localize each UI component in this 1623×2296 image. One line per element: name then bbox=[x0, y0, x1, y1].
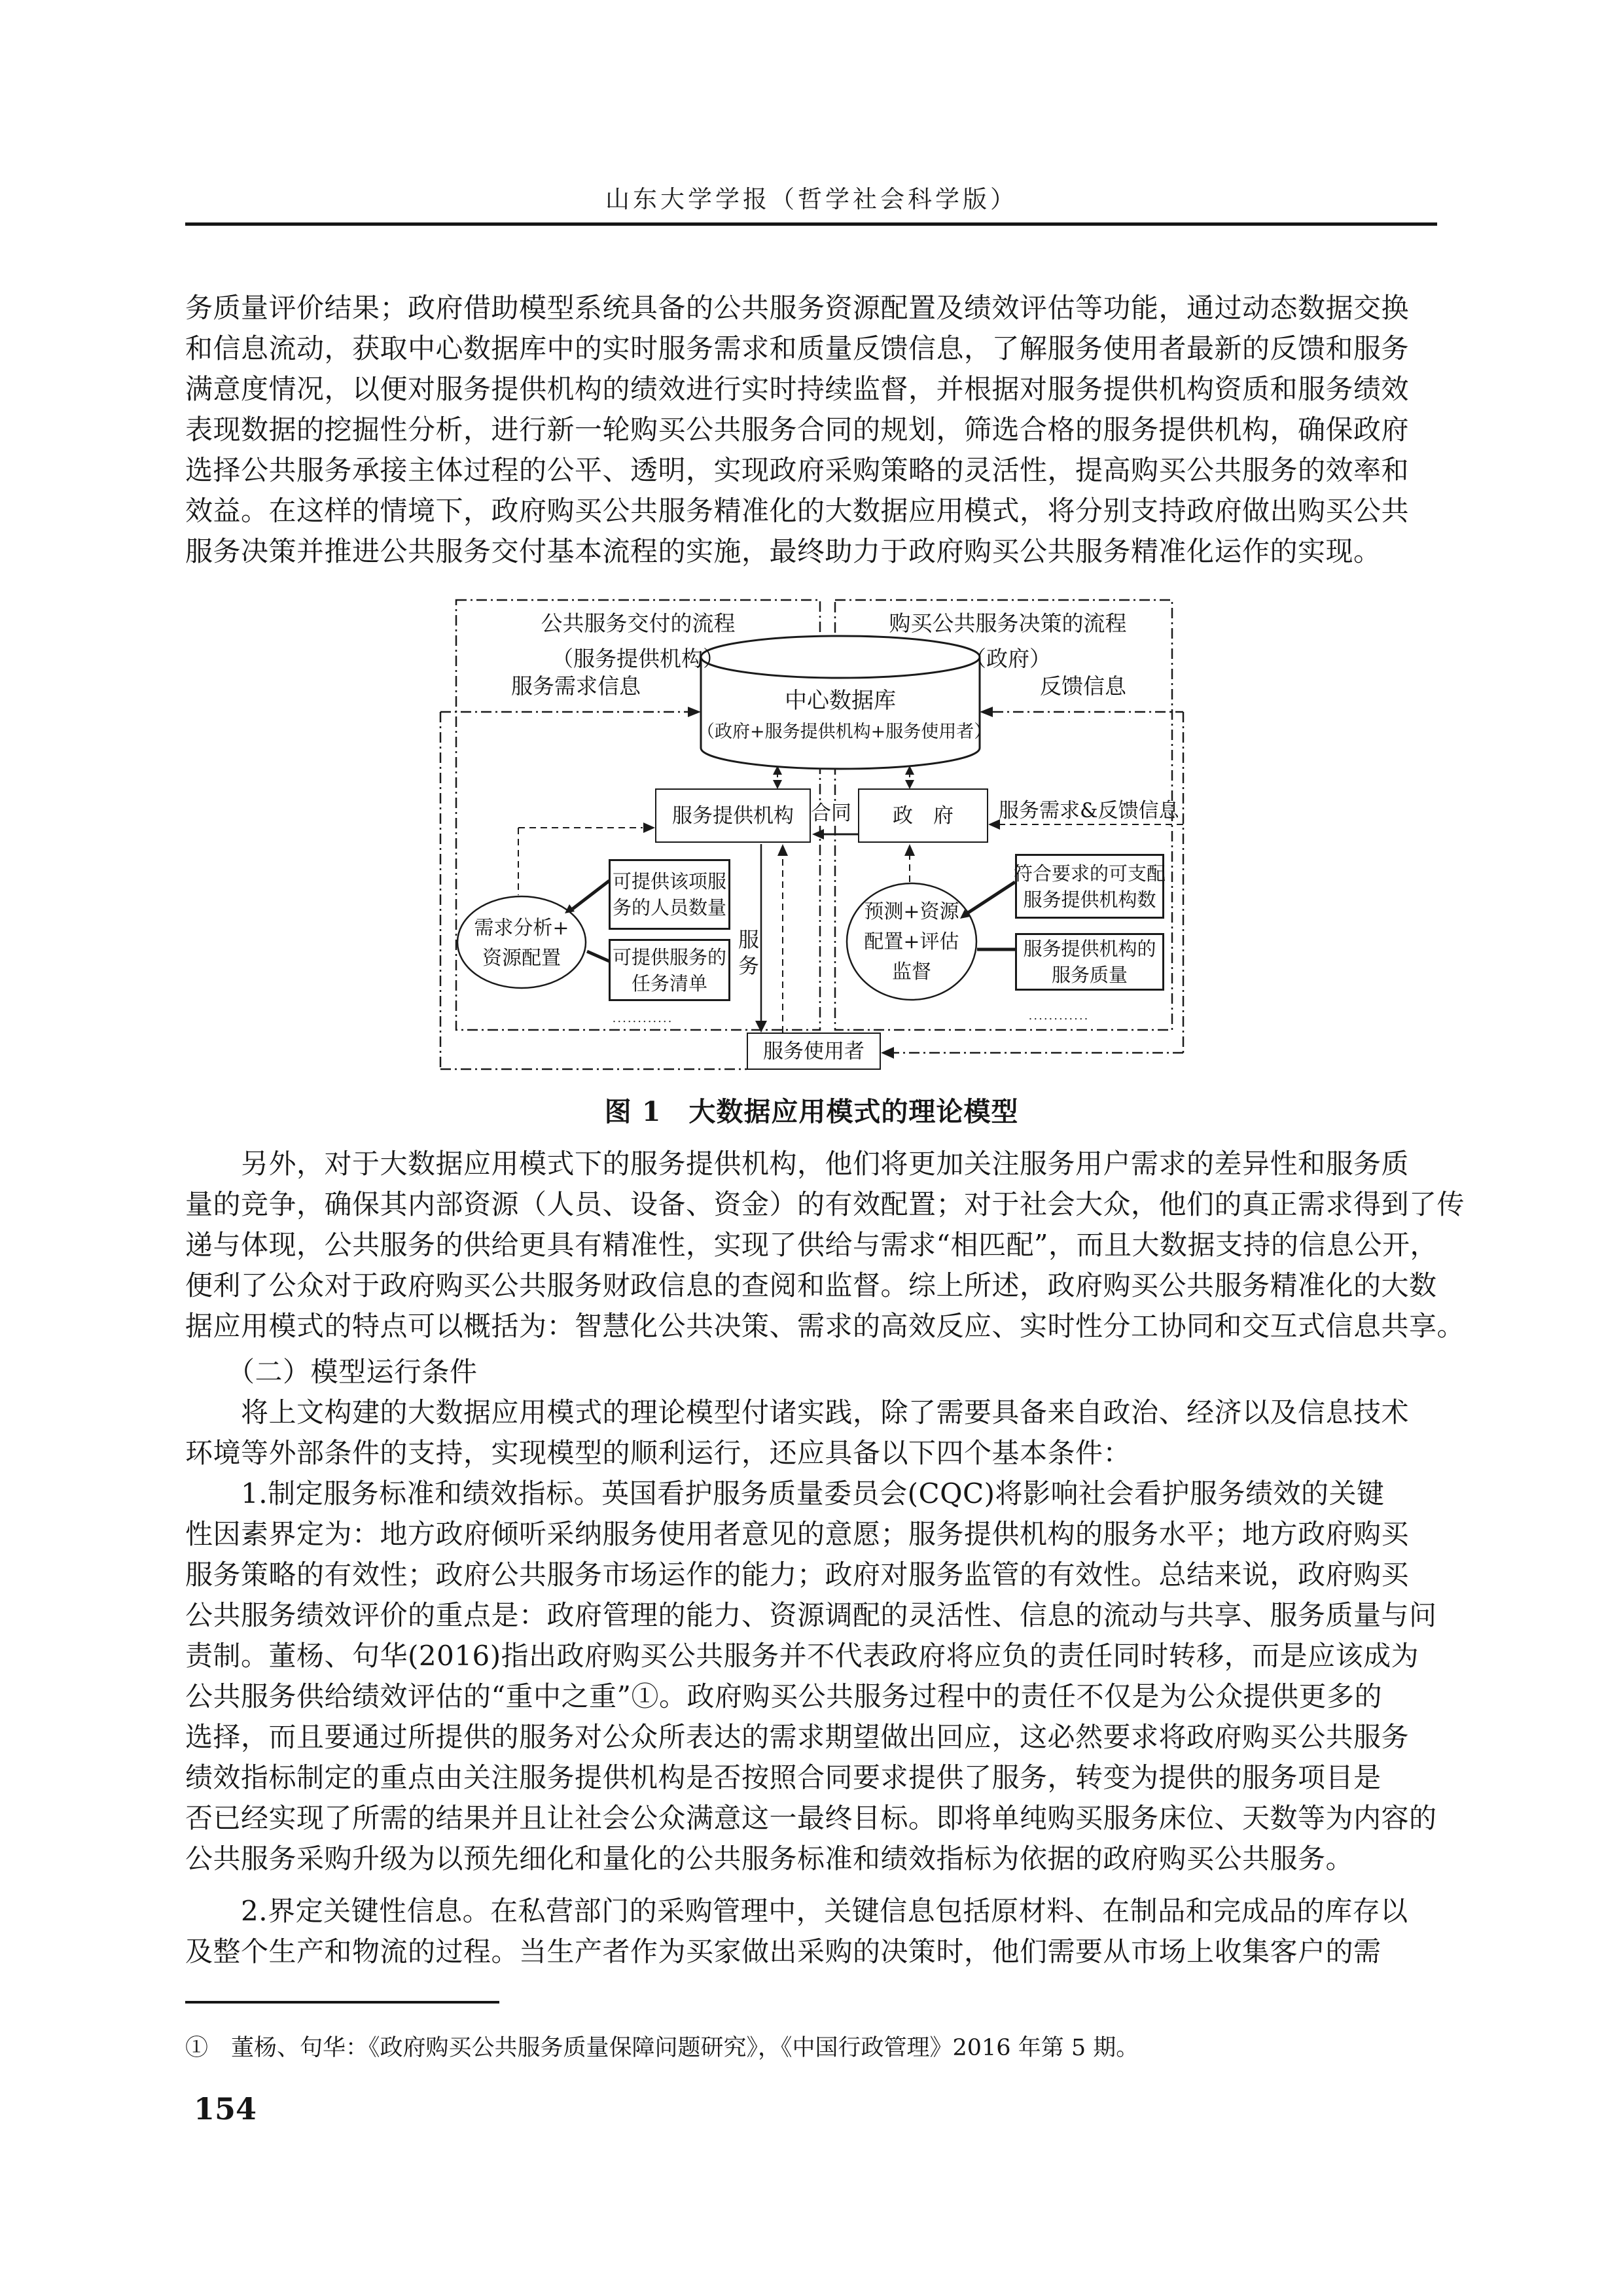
text-line: 及整个生产和物流的过程。当生产者作为买家做出采购的决策时，他们需要从市场上收集客户的需 bbox=[185, 1935, 1382, 1968]
paragraph-3 bbox=[185, 1392, 1439, 1474]
label-service-demand-info: 服务需求信息 bbox=[511, 673, 641, 699]
vertical-char: 务 bbox=[738, 953, 759, 978]
ellipse-forecast-text bbox=[851, 897, 972, 987]
ellipse-line: 监督 bbox=[892, 961, 931, 983]
text-line: 表现数据的挖掘性分析，进行新一轮购买公共服务合同的规划，筛选合格的服务提供机构，确保政府 bbox=[185, 414, 1410, 446]
footnote-divider bbox=[185, 2001, 499, 2004]
label-contract: 合同 bbox=[811, 802, 851, 825]
region-left-title: 公共服务交付的流程 bbox=[541, 610, 736, 636]
box-government-label: 政 府 bbox=[893, 804, 954, 828]
text-line: 另外，对于大数据应用模式下的服务提供机构，他们将更加关注服务用户需求的差异性和服务质 bbox=[185, 1148, 1410, 1180]
text-line: 服务策略的有效性；政府公共服务市场运作的能力；政府对服务监管的有效性。总结来说，政府购买 bbox=[185, 1559, 1410, 1591]
box-provider-quality bbox=[1015, 933, 1164, 991]
text-line: 递与体现，公共服务的供给更具有精准性，实现了供给与需求“相匹配”，而且大数据支持的信息公开， bbox=[185, 1229, 1438, 1261]
ellipse-demand-analysis-text bbox=[465, 913, 579, 974]
box-line: 服务提供机构数 bbox=[1023, 888, 1156, 911]
text-line: 便利了公众对于政府购买公共服务财政信息的查阅和监督。综上所述，政府购买公共服务精准化的大数 bbox=[185, 1269, 1437, 1301]
paragraph-5 bbox=[185, 1891, 1439, 1972]
text-line: 责制。董杨、句华(2016)指出政府购买公共服务并不代表政府将应负的责任同时转移，而是应该成为 bbox=[185, 1640, 1419, 1672]
ellipse-line: 配置+评估 bbox=[864, 930, 959, 953]
box-line: 可提供服务的 bbox=[612, 945, 726, 968]
box-available-providers bbox=[1015, 854, 1164, 919]
label-demand-feedback-info: 服务需求&反馈信息 bbox=[999, 799, 1179, 822]
text-line: 公共服务供给绩效评估的“重中之重”①。政府购买公共服务过程中的责任不仅是为公众提供更多的 bbox=[185, 1680, 1382, 1712]
text-line: 和信息流动，获取中心数据库中的实时服务需求和质量反馈信息，了解服务使用者最新的反馈和服务 bbox=[185, 332, 1410, 364]
text-line: 绩效指标制定的重点由关注服务提供机构是否按照合同要求提供了服务，转变为提供的服务项目是 bbox=[185, 1761, 1382, 1793]
text-line: 满意度情况，以便对服务提供机构的绩效进行实时持续监督，并根据对服务提供机构资质和服务绩效 bbox=[185, 373, 1410, 405]
text-line: 否已经实现了所需的结果并且让社会公众满意这一最终目标。即将单纯购买服务床位、天数等为内容的 bbox=[185, 1802, 1437, 1834]
box-government bbox=[858, 788, 988, 843]
paragraph-4 bbox=[185, 1474, 1439, 1879]
figure-1 bbox=[425, 588, 1191, 1086]
paragraph-1 bbox=[185, 288, 1439, 572]
box-line: 任务清单 bbox=[631, 972, 707, 995]
page-number: 154 bbox=[194, 2091, 257, 2127]
label-service-vertical bbox=[737, 927, 760, 979]
text-line: 服务决策并推进公共服务交付基本流程的实施，最终助力于政府购买公共服务精准化运作的实现。 bbox=[185, 535, 1382, 567]
text-line: 将上文构建的大数据应用模式的理论模型付诸实践，除了需要具备来自政治、经济以及信息技术 bbox=[185, 1396, 1410, 1428]
box-line: 务的人员数量 bbox=[612, 896, 726, 919]
vertical-char: 服 bbox=[738, 927, 759, 952]
box-line: 符合要求的可支配 bbox=[1014, 862, 1166, 885]
box-service-user-label: 服务使用者 bbox=[763, 1039, 865, 1063]
journal-header: 山东大学学报（哲学社会科学版） bbox=[605, 185, 1018, 213]
database-title: 中心数据库 bbox=[785, 688, 896, 714]
box-service-provider bbox=[655, 788, 811, 843]
text-line: 选择，而且要通过所提供的服务对公众所表达的需求期望做出回应，这必然要求将政府购买公共服务 bbox=[185, 1721, 1410, 1753]
text-line: 1.制定服务标准和绩效指标。英国看护服务质量委员会(CQC)将影响社会看护服务绩效的关键 bbox=[185, 1477, 1385, 1510]
database-subtitle: （政府+服务提供机构+服务使用者） bbox=[697, 722, 992, 742]
region-right-title: 购买公共服务决策的流程 bbox=[889, 610, 1127, 636]
ellipse-line: 资源配置 bbox=[482, 947, 561, 970]
footnote-text: ① 董杨、句华：《政府购买公共服务质量保障问题研究》，《中国行政管理》2016 年第 5 期。 bbox=[185, 2035, 1139, 2061]
text-line: 据应用模式的特点可以概括为：智慧化公共决策、需求的高效反应、实时性分工协同和交互式信息共享。 bbox=[185, 1310, 1465, 1342]
box-personnel-count bbox=[609, 859, 730, 930]
header-rule bbox=[185, 222, 1437, 226]
text-line: 公共服务采购升级为以预先细化和量化的公共服务标准和绩效指标为依据的政府购买公共服务。 bbox=[185, 1843, 1354, 1875]
box-line: 可提供该项服 bbox=[612, 870, 726, 892]
figure-caption: 图 1 大数据应用模式的理论模型 bbox=[604, 1096, 1019, 1127]
ellipsis-left: ............ bbox=[612, 1012, 673, 1025]
text-line: 效益。在这样的情境下，政府购买公共服务精准化的大数据应用模式，将分别支持政府做出购买公共 bbox=[185, 495, 1410, 527]
box-service-provider-label: 服务提供机构 bbox=[672, 804, 794, 828]
section-heading: （二）模型运行条件 bbox=[185, 1356, 478, 1388]
box-service-user bbox=[747, 1033, 881, 1070]
region-right-subtitle: （政府） bbox=[965, 646, 1051, 671]
region-left-subtitle: （服务提供机构） bbox=[552, 646, 724, 671]
text-line: 环境等外部条件的支持，实现模型的顺利运行，还应具备以下四个基本条件： bbox=[185, 1437, 1132, 1469]
text-line: 性因素界定为：地方政府倾听采纳服务使用者意见的意愿；服务提供机构的服务水平；地方政府购买 bbox=[185, 1518, 1410, 1550]
box-line: 服务提供机构的 bbox=[1023, 938, 1156, 960]
ellipse-line: 需求分析+ bbox=[474, 917, 569, 940]
text-line: 选择公共服务承接主体过程的公平、透明，实现政府采购策略的灵活性，提高购买公共服务的效率和 bbox=[185, 454, 1410, 486]
text-line: 量的竞争，确保其内部资源（人员、设备、资金）的有效配置；对于社会大众，他们的真正需求得到了传 bbox=[185, 1188, 1465, 1220]
box-line: 服务质量 bbox=[1051, 964, 1128, 986]
ellipsis-right: ............ bbox=[1028, 1009, 1090, 1023]
paragraph-2 bbox=[185, 1144, 1465, 1347]
text-line: 2.界定关键性信息。在私营部门的采购管理中，关键信息包括原材料、在制品和完成品的库存以 bbox=[185, 1895, 1408, 1927]
label-feedback-info: 反馈信息 bbox=[1040, 673, 1126, 699]
text-line: 公共服务绩效评价的重点是：政府管理的能力、资源调配的灵活性、信息的流动与共享、服务质量与问 bbox=[185, 1599, 1437, 1631]
box-task-list bbox=[609, 939, 730, 1001]
text-line: 务质量评价结果；政府借助模型系统具备的公共服务资源配置及绩效评估等功能，通过动态数据交换 bbox=[185, 292, 1410, 324]
ellipse-line: 预测+资源 bbox=[864, 900, 959, 923]
